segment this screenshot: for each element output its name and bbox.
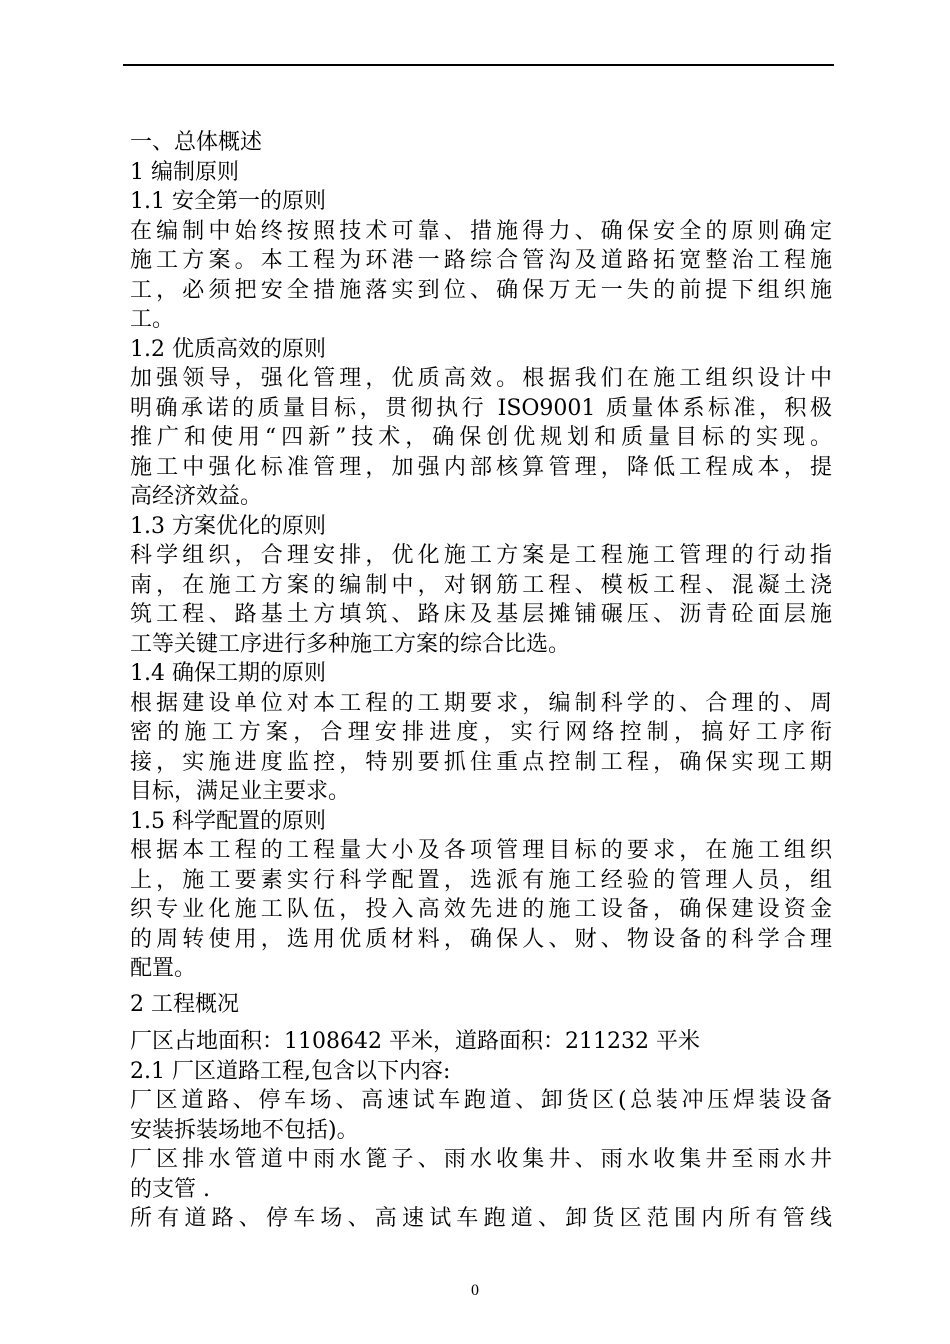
document-body [130, 128, 832, 1234]
text-line: 在编制中始终按照技术可靠、措施得力、确保安全的原则确定 [130, 218, 832, 244]
text-line: 推广和使用“四新”技术，确保创优规划和质量目标的实现。 [130, 425, 832, 450]
text-line: 一、总体概述 [130, 130, 263, 155]
text-line: 1.3 方案优化的原则 [130, 513, 326, 539]
text-line: 高经济效益。 [130, 484, 263, 509]
text-line: 1.5 科学配置的原则 [130, 808, 326, 834]
text-line: 1.2 优质高效的原则 [130, 336, 326, 362]
text-line: 工等关键工序进行多种施工方案的综合比选。 [130, 631, 571, 657]
text-line: 筑工程、路基土方填筑、路床及基层摊铺碾压、沥青砼面层施 [130, 602, 832, 627]
text-line: 根据建设单位对本工程的工期要求，编制科学的、合理的、周 [130, 690, 832, 716]
text-line: 的周转使用，选用优质材料，确保人、财、物设备的科学合理 [130, 926, 832, 952]
text-line: 施工方案。本工程为环港一路综合管沟及道路拓宽整治工程施 [130, 248, 832, 273]
text-line: 所有道路、停车场、高速试车跑道、卸货区范围内所有管线 [130, 1206, 832, 1231]
text-line: 2 工程概况 [130, 991, 239, 1017]
text-line: 1 编制原则 [130, 159, 239, 185]
text-line: 2.1 厂区道路工程,包含以下内容: [130, 1058, 451, 1084]
text-line: 的支管 . [130, 1176, 210, 1202]
text-line: 配置。 [130, 956, 197, 981]
text-line: 密的施工方案，合理安排进度，实行网络控制，搞好工序衔 [130, 720, 832, 745]
text-line: 根据本工程的工程量大小及各项管理目标的要求，在施工组织 [130, 838, 832, 863]
text-line: 厂区排水管道中雨水篦子、雨水收集井、雨水收集井至雨水井 [130, 1147, 832, 1172]
text-line: 目标，满足业主要求。 [130, 779, 351, 804]
text-line: 施工中强化标准管理，加强内部核算管理，降低工程成本，提 [130, 454, 832, 480]
text-line: 加强领导，强化管理，优质高效。根据我们在施工组织设计中 [130, 366, 832, 391]
text-line: 安装拆装场地不包括)。 [130, 1117, 359, 1143]
text-line: 上，施工要素实行科学配置，选派有施工经验的管理人员，组 [130, 867, 832, 893]
text-line: 织专业化施工队伍，投入高效先进的施工设备，确保建设资金 [130, 897, 832, 922]
text-line: 1.4 确保工期的原则 [130, 661, 326, 686]
text-line: 工，必须把安全措施落实到位、确保万无一失的前提下组织施 [130, 277, 832, 303]
text-line: 南，在施工方案的编制中，对钢筋工程、模板工程、混凝土浇 [130, 572, 832, 598]
text-line: 1.1 安全第一的原则 [130, 189, 326, 214]
text-line: 明确承诺的质量目标，贯彻执行 ISO9001 质量体系标准，积极 [130, 395, 832, 421]
text-line: 厂区占地面积：1108642 平米，道路面积：211232 平米 [130, 1029, 700, 1054]
text-line: 工。 [130, 307, 175, 332]
text-line: 厂区道路、停车场、高速试车跑道、卸货区(总装冲压焊装设备 [130, 1088, 832, 1113]
page-number: 0 [471, 1282, 479, 1299]
text-line: 接，实施进度监控，特别要抓住重点控制工程，确保实现工期 [130, 749, 832, 775]
text-line: 科学组织，合理安排，优化施工方案是工程施工管理的行动指 [130, 543, 832, 568]
header-rule [123, 64, 834, 66]
